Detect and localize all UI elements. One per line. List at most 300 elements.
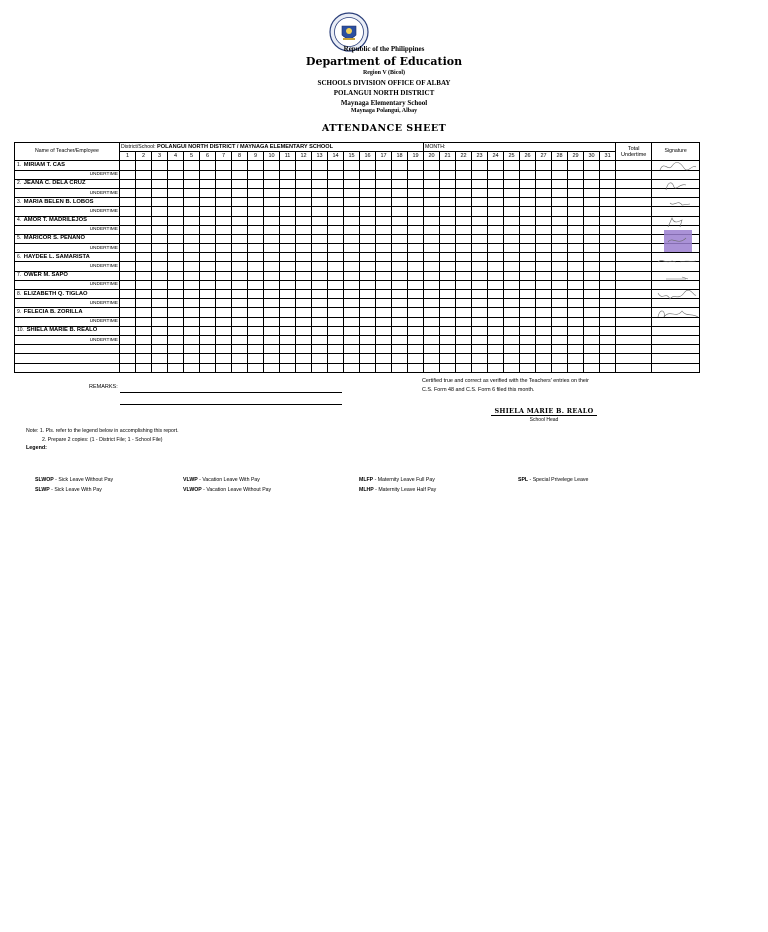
attendance-cell[interactable] [136,207,152,216]
attendance-cell[interactable] [264,198,280,207]
attendance-cell[interactable] [424,198,440,207]
attendance-cell[interactable] [184,179,200,188]
attendance-cell[interactable] [520,317,536,326]
attendance-cell[interactable] [360,345,376,354]
attendance-cell[interactable] [232,188,248,197]
attendance-cell[interactable] [488,308,504,317]
attendance-cell[interactable] [408,299,424,308]
attendance-cell[interactable] [328,335,344,344]
attendance-cell[interactable] [264,170,280,179]
attendance-cell[interactable] [520,280,536,289]
attendance-cell[interactable] [520,290,536,299]
total-undertime-cell[interactable] [616,299,652,308]
attendance-cell[interactable] [488,345,504,354]
attendance-cell[interactable] [424,317,440,326]
attendance-cell[interactable] [552,317,568,326]
attendance-cell[interactable] [472,345,488,354]
attendance-cell[interactable] [520,326,536,335]
attendance-cell[interactable] [168,354,184,363]
attendance-cell[interactable] [456,271,472,280]
attendance-cell[interactable] [584,198,600,207]
attendance-cell[interactable] [456,161,472,170]
attendance-cell[interactable] [600,280,616,289]
attendance-cell[interactable] [232,335,248,344]
attendance-cell[interactable] [120,198,136,207]
attendance-cell[interactable] [232,299,248,308]
attendance-cell[interactable] [216,335,232,344]
attendance-cell[interactable] [440,253,456,262]
attendance-cell[interactable] [552,299,568,308]
attendance-cell[interactable] [504,317,520,326]
attendance-cell[interactable] [376,198,392,207]
attendance-cell[interactable] [296,244,312,253]
attendance-cell[interactable] [600,216,616,225]
attendance-cell[interactable] [248,161,264,170]
attendance-cell[interactable] [584,234,600,243]
attendance-cell[interactable] [152,225,168,234]
attendance-cell[interactable] [360,262,376,271]
attendance-cell[interactable] [440,335,456,344]
attendance-cell[interactable] [344,271,360,280]
attendance-cell[interactable] [312,170,328,179]
attendance-cell[interactable] [216,354,232,363]
attendance-cell[interactable] [440,179,456,188]
attendance-cell[interactable] [536,345,552,354]
attendance-cell[interactable] [152,280,168,289]
attendance-cell[interactable] [248,290,264,299]
attendance-cell[interactable] [216,188,232,197]
attendance-cell[interactable] [200,280,216,289]
attendance-cell[interactable] [280,170,296,179]
attendance-cell[interactable] [296,161,312,170]
attendance-cell[interactable] [344,207,360,216]
attendance-cell[interactable] [280,207,296,216]
attendance-cell[interactable] [328,179,344,188]
attendance-cell[interactable] [408,335,424,344]
attendance-cell[interactable] [200,188,216,197]
attendance-cell[interactable] [312,216,328,225]
attendance-cell[interactable] [424,161,440,170]
attendance-cell[interactable] [312,234,328,243]
attendance-cell[interactable] [376,280,392,289]
attendance-cell[interactable] [504,207,520,216]
attendance-cell[interactable] [552,216,568,225]
attendance-cell[interactable] [552,345,568,354]
attendance-cell[interactable] [312,271,328,280]
attendance-cell[interactable] [456,363,472,372]
attendance-cell[interactable] [568,216,584,225]
attendance-cell[interactable] [488,244,504,253]
attendance-cell[interactable] [120,161,136,170]
attendance-cell[interactable] [136,363,152,372]
attendance-cell[interactable] [152,234,168,243]
attendance-cell[interactable] [392,363,408,372]
attendance-cell[interactable] [120,253,136,262]
attendance-cell[interactable] [376,161,392,170]
attendance-cell[interactable] [552,308,568,317]
attendance-cell[interactable] [200,290,216,299]
attendance-cell[interactable] [216,271,232,280]
attendance-cell[interactable] [504,161,520,170]
attendance-cell[interactable] [232,317,248,326]
attendance-cell[interactable] [248,225,264,234]
attendance-cell[interactable] [568,308,584,317]
attendance-cell[interactable] [152,299,168,308]
attendance-cell[interactable] [136,345,152,354]
attendance-cell[interactable] [488,290,504,299]
attendance-cell[interactable] [312,207,328,216]
attendance-cell[interactable] [328,299,344,308]
attendance-cell[interactable] [376,225,392,234]
attendance-cell[interactable] [600,188,616,197]
attendance-cell[interactable] [296,308,312,317]
attendance-cell[interactable] [232,216,248,225]
attendance-cell[interactable] [472,234,488,243]
attendance-cell[interactable] [232,161,248,170]
attendance-cell[interactable] [472,317,488,326]
attendance-cell[interactable] [408,244,424,253]
attendance-cell[interactable] [424,308,440,317]
attendance-cell[interactable] [264,179,280,188]
total-undertime-cell[interactable] [616,345,652,354]
attendance-cell[interactable] [472,207,488,216]
attendance-cell[interactable] [488,225,504,234]
attendance-cell[interactable] [520,198,536,207]
signature-cell[interactable] [652,290,700,299]
attendance-cell[interactable] [168,299,184,308]
attendance-cell[interactable] [200,161,216,170]
attendance-cell[interactable] [200,335,216,344]
attendance-cell[interactable] [392,253,408,262]
attendance-cell[interactable] [376,308,392,317]
attendance-cell[interactable] [488,207,504,216]
attendance-cell[interactable] [584,179,600,188]
attendance-cell[interactable] [328,188,344,197]
attendance-cell[interactable] [296,198,312,207]
attendance-cell[interactable] [152,170,168,179]
attendance-cell[interactable] [504,234,520,243]
attendance-cell[interactable] [280,345,296,354]
attendance-cell[interactable] [312,345,328,354]
attendance-cell[interactable] [472,244,488,253]
attendance-cell[interactable] [408,207,424,216]
attendance-cell[interactable] [504,216,520,225]
attendance-cell[interactable] [536,244,552,253]
attendance-cell[interactable] [520,345,536,354]
attendance-cell[interactable] [344,244,360,253]
attendance-cell[interactable] [120,225,136,234]
attendance-cell[interactable] [168,170,184,179]
attendance-cell[interactable] [152,317,168,326]
attendance-cell[interactable] [232,271,248,280]
attendance-cell[interactable] [488,216,504,225]
attendance-cell[interactable] [152,308,168,317]
attendance-cell[interactable] [216,299,232,308]
attendance-cell[interactable] [472,262,488,271]
attendance-cell[interactable] [168,188,184,197]
total-undertime-cell[interactable] [616,363,652,372]
attendance-cell[interactable] [408,234,424,243]
attendance-cell[interactable] [120,335,136,344]
total-undertime-cell[interactable] [616,244,652,253]
attendance-cell[interactable] [408,179,424,188]
attendance-cell[interactable] [216,198,232,207]
attendance-cell[interactable] [152,179,168,188]
attendance-cell[interactable] [248,198,264,207]
attendance-cell[interactable] [328,308,344,317]
attendance-cell[interactable] [136,262,152,271]
attendance-cell[interactable] [584,161,600,170]
attendance-cell[interactable] [600,326,616,335]
attendance-cell[interactable] [280,244,296,253]
attendance-cell[interactable] [440,234,456,243]
attendance-cell[interactable] [568,271,584,280]
attendance-cell[interactable] [296,280,312,289]
attendance-cell[interactable] [456,198,472,207]
attendance-cell[interactable] [472,198,488,207]
signature-cell[interactable] [652,179,700,188]
attendance-cell[interactable] [280,198,296,207]
attendance-cell[interactable] [184,317,200,326]
attendance-cell[interactable] [536,290,552,299]
attendance-cell[interactable] [536,317,552,326]
attendance-cell[interactable] [520,170,536,179]
attendance-cell[interactable] [136,335,152,344]
attendance-cell[interactable] [552,234,568,243]
attendance-cell[interactable] [600,262,616,271]
total-undertime-cell[interactable] [616,179,652,188]
attendance-cell[interactable] [520,216,536,225]
attendance-cell[interactable] [584,207,600,216]
attendance-cell[interactable] [152,198,168,207]
attendance-cell[interactable] [600,170,616,179]
total-undertime-cell[interactable] [616,161,652,170]
attendance-cell[interactable] [344,335,360,344]
attendance-cell[interactable] [568,207,584,216]
attendance-cell[interactable] [248,354,264,363]
attendance-cell[interactable] [504,179,520,188]
attendance-cell[interactable] [536,335,552,344]
attendance-cell[interactable] [184,308,200,317]
total-undertime-cell[interactable] [616,170,652,179]
attendance-cell[interactable] [296,216,312,225]
total-undertime-cell[interactable] [616,198,652,207]
attendance-cell[interactable] [168,161,184,170]
attendance-cell[interactable] [216,161,232,170]
attendance-cell[interactable] [264,335,280,344]
attendance-cell[interactable] [536,188,552,197]
attendance-cell[interactable] [232,280,248,289]
attendance-cell[interactable] [136,271,152,280]
attendance-cell[interactable] [328,354,344,363]
attendance-cell[interactable] [424,354,440,363]
attendance-cell[interactable] [392,234,408,243]
attendance-cell[interactable] [280,216,296,225]
attendance-cell[interactable] [280,326,296,335]
attendance-cell[interactable] [168,271,184,280]
attendance-cell[interactable] [568,345,584,354]
attendance-cell[interactable] [168,308,184,317]
attendance-cell[interactable] [568,335,584,344]
attendance-cell[interactable] [520,179,536,188]
attendance-cell[interactable] [472,216,488,225]
attendance-cell[interactable] [328,280,344,289]
attendance-cell[interactable] [488,326,504,335]
attendance-cell[interactable] [488,299,504,308]
attendance-cell[interactable] [424,299,440,308]
attendance-cell[interactable] [264,253,280,262]
attendance-cell[interactable] [568,354,584,363]
attendance-cell[interactable] [472,363,488,372]
attendance-cell[interactable] [408,225,424,234]
attendance-cell[interactable] [264,308,280,317]
attendance-cell[interactable] [360,161,376,170]
attendance-cell[interactable] [440,345,456,354]
attendance-cell[interactable] [488,271,504,280]
attendance-cell[interactable] [536,326,552,335]
attendance-cell[interactable] [232,308,248,317]
attendance-cell[interactable] [264,290,280,299]
attendance-cell[interactable] [600,207,616,216]
attendance-cell[interactable] [376,207,392,216]
attendance-cell[interactable] [344,262,360,271]
attendance-cell[interactable] [360,253,376,262]
attendance-cell[interactable] [360,308,376,317]
attendance-cell[interactable] [392,179,408,188]
total-undertime-cell[interactable] [616,317,652,326]
attendance-cell[interactable] [328,234,344,243]
attendance-cell[interactable] [536,253,552,262]
attendance-cell[interactable] [456,280,472,289]
attendance-cell[interactable] [488,179,504,188]
attendance-cell[interactable] [136,225,152,234]
attendance-cell[interactable] [584,188,600,197]
attendance-cell[interactable] [376,216,392,225]
attendance-cell[interactable] [120,244,136,253]
attendance-cell[interactable] [312,290,328,299]
attendance-cell[interactable] [376,326,392,335]
attendance-cell[interactable] [600,308,616,317]
attendance-cell[interactable] [136,170,152,179]
attendance-cell[interactable] [216,290,232,299]
attendance-cell[interactable] [248,262,264,271]
attendance-cell[interactable] [312,335,328,344]
attendance-cell[interactable] [200,234,216,243]
attendance-cell[interactable] [360,299,376,308]
attendance-cell[interactable] [584,326,600,335]
attendance-cell[interactable] [264,345,280,354]
attendance-cell[interactable] [568,188,584,197]
attendance-cell[interactable] [440,244,456,253]
signature-cell[interactable] [652,363,700,372]
attendance-cell[interactable] [424,253,440,262]
attendance-cell[interactable] [248,207,264,216]
attendance-cell[interactable] [376,179,392,188]
attendance-cell[interactable] [504,198,520,207]
attendance-cell[interactable] [120,262,136,271]
attendance-cell[interactable] [424,271,440,280]
total-undertime-cell[interactable] [616,253,652,262]
attendance-cell[interactable] [152,345,168,354]
blank-name-cell[interactable] [15,354,120,363]
attendance-cell[interactable] [136,317,152,326]
attendance-cell[interactable] [424,188,440,197]
attendance-cell[interactable] [376,354,392,363]
attendance-cell[interactable] [312,225,328,234]
attendance-cell[interactable] [168,280,184,289]
attendance-cell[interactable] [376,253,392,262]
attendance-cell[interactable] [408,161,424,170]
attendance-cell[interactable] [424,179,440,188]
attendance-cell[interactable] [248,317,264,326]
attendance-cell[interactable] [408,326,424,335]
attendance-cell[interactable] [168,290,184,299]
attendance-cell[interactable] [472,170,488,179]
attendance-cell[interactable] [504,335,520,344]
attendance-cell[interactable] [552,225,568,234]
attendance-cell[interactable] [168,317,184,326]
attendance-cell[interactable] [296,363,312,372]
attendance-cell[interactable] [392,290,408,299]
attendance-cell[interactable] [392,216,408,225]
attendance-cell[interactable] [504,299,520,308]
attendance-cell[interactable] [184,262,200,271]
attendance-cell[interactable] [120,234,136,243]
signature-cell[interactable] [652,216,700,225]
attendance-cell[interactable] [232,170,248,179]
attendance-cell[interactable] [600,225,616,234]
attendance-cell[interactable] [440,170,456,179]
attendance-cell[interactable] [136,244,152,253]
attendance-cell[interactable] [312,326,328,335]
attendance-cell[interactable] [120,299,136,308]
attendance-cell[interactable] [456,299,472,308]
attendance-cell[interactable] [392,345,408,354]
attendance-cell[interactable] [440,216,456,225]
attendance-cell[interactable] [584,271,600,280]
attendance-cell[interactable] [296,170,312,179]
attendance-cell[interactable] [360,363,376,372]
attendance-cell[interactable] [456,326,472,335]
attendance-cell[interactable] [264,326,280,335]
attendance-cell[interactable] [376,317,392,326]
attendance-cell[interactable] [200,262,216,271]
attendance-cell[interactable] [536,207,552,216]
attendance-cell[interactable] [248,326,264,335]
attendance-cell[interactable] [168,225,184,234]
attendance-cell[interactable] [360,354,376,363]
attendance-cell[interactable] [488,188,504,197]
attendance-cell[interactable] [152,244,168,253]
attendance-cell[interactable] [264,299,280,308]
attendance-cell[interactable] [376,244,392,253]
total-undertime-cell[interactable] [616,262,652,271]
attendance-cell[interactable] [600,234,616,243]
attendance-cell[interactable] [440,299,456,308]
attendance-cell[interactable] [184,170,200,179]
attendance-cell[interactable] [408,198,424,207]
attendance-cell[interactable] [408,363,424,372]
attendance-cell[interactable] [168,207,184,216]
attendance-cell[interactable] [392,207,408,216]
attendance-cell[interactable] [296,326,312,335]
attendance-cell[interactable] [184,335,200,344]
attendance-cell[interactable] [472,253,488,262]
attendance-cell[interactable] [600,253,616,262]
attendance-cell[interactable] [472,280,488,289]
attendance-cell[interactable] [376,335,392,344]
attendance-cell[interactable] [552,354,568,363]
